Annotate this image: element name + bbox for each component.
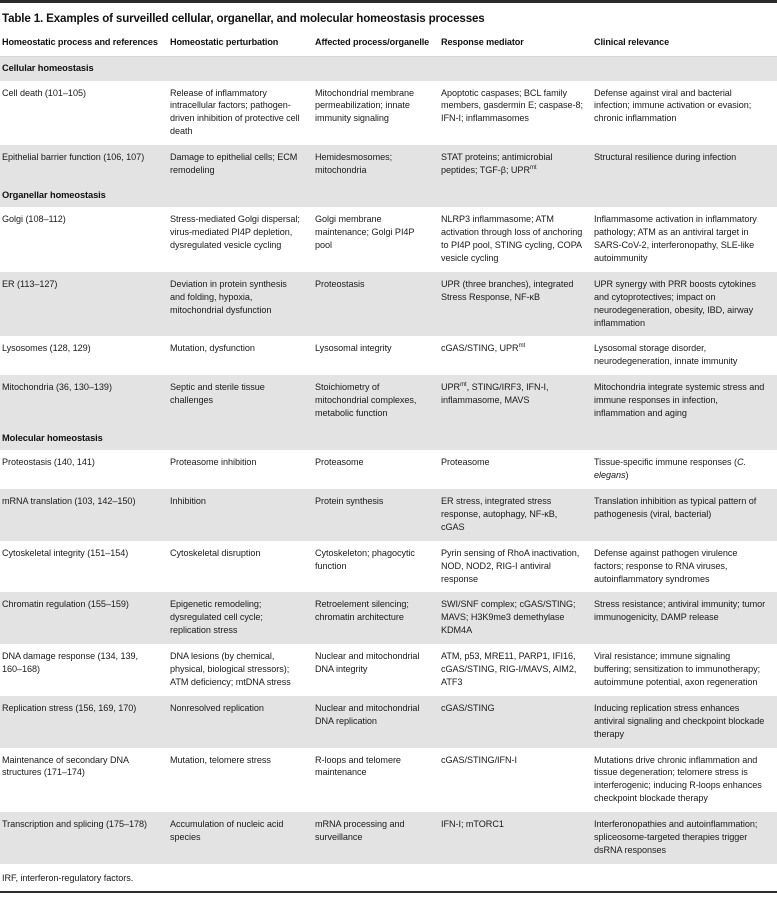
cell-affected: Nuclear and mitochondrial DNA replication — [313, 696, 439, 748]
table-row — [0, 336, 777, 375]
cell-process: Golgi (108–112) — [0, 207, 168, 272]
cell-affected: Hemidesmosomes; mitochondria — [313, 145, 439, 184]
cell-affected: Protein synthesis — [313, 489, 439, 541]
table-row — [0, 450, 777, 489]
cell-perturbation: Deviation in protein synthesis and folding, hypoxia, mitochondrial dysfunction — [168, 272, 313, 337]
column-header-affected: Affected process/organelle — [313, 34, 439, 56]
cell-affected: Proteasome — [313, 450, 439, 489]
table-row — [0, 748, 777, 813]
cell-perturbation: Stress-mediated Golgi dispersal; virus-mediated PI4P depletion, dysregulated vesicle cycling — [168, 207, 313, 272]
table-row — [0, 489, 777, 541]
section-row — [0, 427, 777, 450]
cell-affected: R-loops and telomere maintenance — [313, 748, 439, 813]
section-label: Molecular homeostasis — [0, 427, 777, 450]
table-row — [0, 81, 777, 146]
column-header-mediator: Response mediator — [439, 34, 592, 56]
table-row — [0, 644, 777, 696]
cell-clinical: Lysosomal storage disorder, neurodegeneration, innate immunity — [592, 336, 777, 375]
cell-process: Lysosomes (128, 129) — [0, 336, 168, 375]
cell-clinical: Defense against viral and bacterial infection; immune activation or evasion; chronic inflammation — [592, 81, 777, 146]
cell-perturbation: Nonresolved replication — [168, 696, 313, 748]
cell-process: Maintenance of secondary DNA structures (171–174) — [0, 748, 168, 813]
cell-mediator: cGAS/STING, $UPR^{mt}$ — [439, 336, 592, 375]
table-row — [0, 696, 777, 748]
cell-perturbation: Accumulation of nucleic acid species — [168, 812, 313, 864]
table-row — [0, 541, 777, 593]
cell-affected: Retroelement silencing; chromatin architecture — [313, 592, 439, 644]
table-body — [0, 57, 777, 864]
cell-mediator: ATM, p53, MRE11, PARP1, IFI16, cGAS/STING, RIG-I/MAVS, AIM2, ATF3 — [439, 644, 592, 696]
cell-clinical: Defense against pathogen virulence factors; response to RNA viruses, autoinflammatory syndromes — [592, 541, 777, 593]
table-row — [0, 145, 777, 184]
column-header-process: Homeostatic process and references — [0, 34, 168, 56]
cell-mediator: Pyrin sensing of RhoA inactivation, NOD, NOD2, RIG-I antiviral response — [439, 541, 592, 593]
cell-affected: mRNA processing and surveillance — [313, 812, 439, 864]
table-row — [0, 375, 777, 427]
cell-affected: Mitochondrial membrane permeabilization; innate immunity signaling — [313, 81, 439, 146]
table-footnote: IRF, interferon-regulatory factors. — [0, 864, 777, 893]
cell-perturbation: Epigenetic remodeling; dysregulated cell cycle; replication stress — [168, 592, 313, 644]
cell-clinical: Stress resistance; antiviral immunity; tumor immunogenicity, DAMP release — [592, 592, 777, 644]
cell-process: Cell death (101–105) — [0, 81, 168, 146]
cell-mediator: ER stress, integrated stress response, autophagy, NF-κB, cGAS — [439, 489, 592, 541]
section-label: Cellular homeostasis — [0, 57, 777, 81]
cell-process: Proteostasis (140, 141) — [0, 450, 168, 489]
cell-mediator: NLRP3 inflammasome; ATM activation through loss of anchoring to PI4P pool, STING cycling, COPA vesicle cycling — [439, 207, 592, 272]
cell-perturbation: Cytoskeletal disruption — [168, 541, 313, 593]
column-header-clinical: Clinical relevance — [592, 34, 777, 56]
cell-clinical: Tissue-specific immune responses (C. elegans) — [592, 450, 777, 489]
cell-process: Chromatin regulation (155–159) — [0, 592, 168, 644]
table-title: Table 1. Examples of surveilled cellular, organellar, and molecular homeostasis processes — [2, 12, 485, 25]
cell-process: ER (113–127) — [0, 272, 168, 337]
cell-perturbation: Damage to epithelial cells; ECM remodeling — [168, 145, 313, 184]
cell-clinical: Inducing replication stress enhances antiviral signaling and checkpoint blockade therapy — [592, 696, 777, 748]
cell-mediator: SWI/SNF complex; cGAS/STING; MAVS; H3K9me3 demethylase KDM4A — [439, 592, 592, 644]
cell-perturbation: Inhibition — [168, 489, 313, 541]
table-header — [0, 34, 777, 56]
cell-mediator: $UPR^{mt}$, STING/IRF3, IFN-I, inflammasome, MAVS — [439, 375, 592, 427]
cell-perturbation: Septic and sterile tissue challenges — [168, 375, 313, 427]
cell-affected: Cytoskeleton; phagocytic function — [313, 541, 439, 593]
cell-affected: Lysosomal integrity — [313, 336, 439, 375]
table-row — [0, 207, 777, 272]
cell-clinical: Mutations drive chronic inflammation and tissue degeneration; telomere stress is interferogenic; inducing R-loops enhances checkpoint blockade therapy — [592, 748, 777, 813]
cell-perturbation: Proteasome inhibition — [168, 450, 313, 489]
cell-clinical: Translation inhibition as typical pattern of pathogenesis (viral, bacterial) — [592, 489, 777, 541]
homeostasis-table — [0, 34, 777, 863]
column-header-perturbation: Homeostatic perturbation — [168, 34, 313, 56]
table-row — [0, 592, 777, 644]
cell-process: Epithelial barrier function (106, 107) — [0, 145, 168, 184]
cell-mediator: STAT proteins; antimicrobial peptides; TGF-β; $UPR^{mt}$ — [439, 145, 592, 184]
cell-affected: Nuclear and mitochondrial DNA integrity — [313, 644, 439, 696]
cell-process: Cytoskeletal integrity (151–154) — [0, 541, 168, 593]
cell-affected: Golgi membrane maintenance; Golgi PI4P pool — [313, 207, 439, 272]
cell-process: Transcription and splicing (175–178) — [0, 812, 168, 864]
cell-mediator: Apoptotic caspases; BCL family members, gasdermin E; caspase-8; IFN-I; inflammasomes — [439, 81, 592, 146]
cell-mediator: UPR (three branches), integrated Stress Response, NF-κB — [439, 272, 592, 337]
cell-clinical: Inflammasome activation in inflammatory pathology; ATM as an antiviral target in SARS-CoV-2, interferonopathy, SLE-like autoimmunity — [592, 207, 777, 272]
cell-process: DNA damage response (134, 139, 160–168) — [0, 644, 168, 696]
cell-perturbation: Mutation, telomere stress — [168, 748, 313, 813]
cell-perturbation: Release of inflammatory intracellular factors; pathogen-driven inhibition of protective cell death — [168, 81, 313, 146]
cell-affected: Stoichiometry of mitochondrial complexes, metabolic function — [313, 375, 439, 427]
table-row — [0, 272, 777, 337]
cell-perturbation: DNA lesions (by chemical, physical, biological stressors); ATM deficiency; mtDNA stress — [168, 644, 313, 696]
section-row — [0, 184, 777, 207]
cell-clinical: Interferonopathies and autoinflammation; spliceosome-targeted therapies trigger dsRNA responses — [592, 812, 777, 864]
cell-mediator: Proteasome — [439, 450, 592, 489]
cell-mediator: IFN-I; mTORC1 — [439, 812, 592, 864]
cell-mediator: cGAS/STING — [439, 696, 592, 748]
cell-clinical: Viral resistance; immune signaling buffering; sensitization to immunotherapy; autoimmune potential, axon regeneration — [592, 644, 777, 696]
cell-perturbation: Mutation, dysfunction — [168, 336, 313, 375]
cell-clinical: Structural resilience during infection — [592, 145, 777, 184]
cell-clinical: UPR synergy with PRR boosts cytokines and cytoprotectives; impact on neurodegeneration, obesity, IBD, airway inflammation — [592, 272, 777, 337]
table-row — [0, 812, 777, 864]
table-header-row — [0, 34, 777, 56]
section-label: Organellar homeostasis — [0, 184, 777, 207]
cell-mediator: cGAS/STING/IFN-I — [439, 748, 592, 813]
cell-process: Replication stress (156, 169, 170) — [0, 696, 168, 748]
section-row — [0, 57, 777, 81]
cell-process: mRNA translation (103, 142–150) — [0, 489, 168, 541]
cell-affected: Proteostasis — [313, 272, 439, 337]
cell-process: Mitochondria (36, 130–139) — [0, 375, 168, 427]
cell-clinical: Mitochondria integrate systemic stress and immune responses in infection, inflammation and aging — [592, 375, 777, 427]
